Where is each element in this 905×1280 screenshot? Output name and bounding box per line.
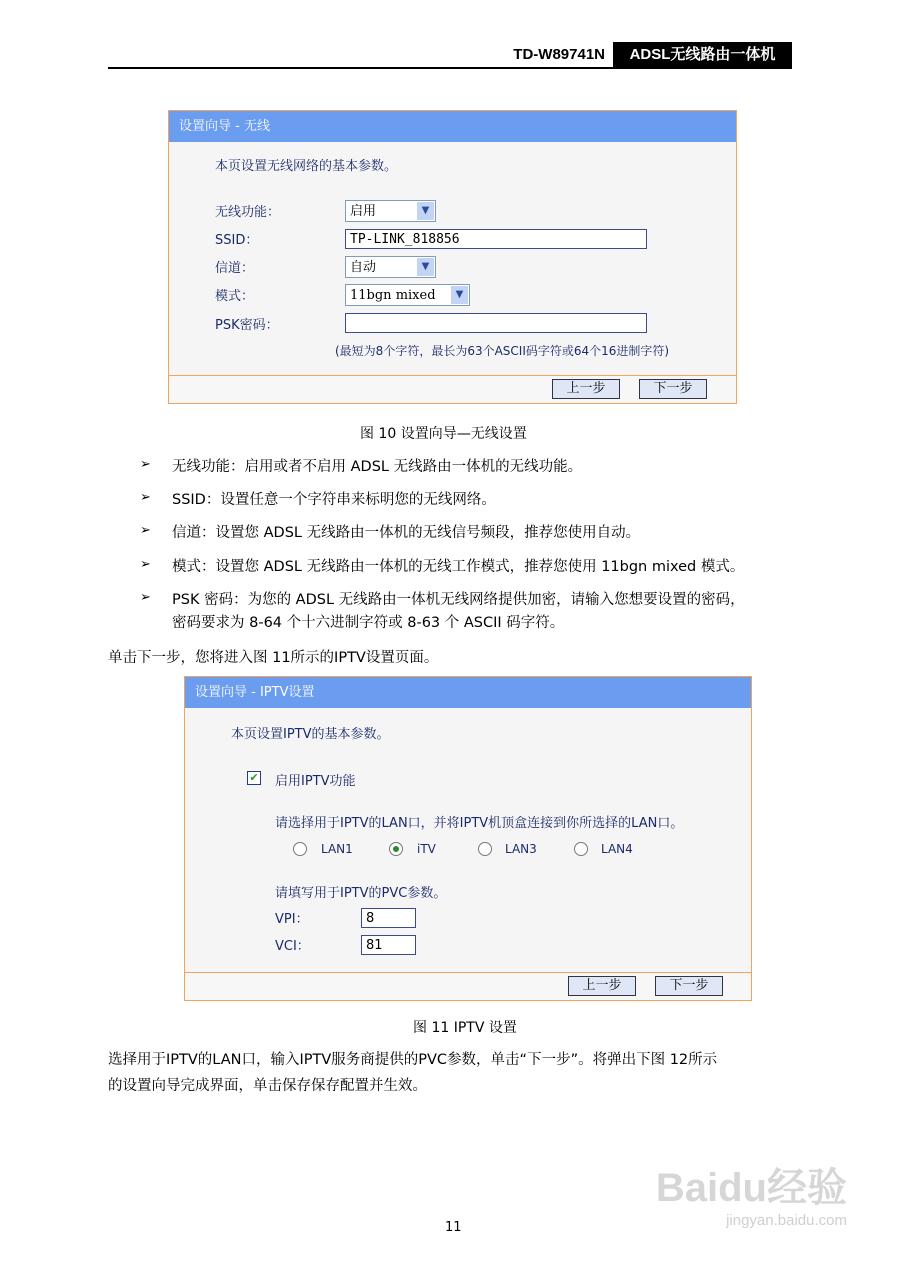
vci-input[interactable]: 81 — [361, 935, 416, 955]
vci-label: VCI： — [275, 939, 310, 954]
figure-11-caption: 图 11 IPTV 设置 — [413, 1020, 517, 1036]
bullet-icon: ➢ — [140, 457, 151, 472]
prev-button[interactable]: 上一步 — [552, 379, 620, 399]
header-divider — [108, 67, 792, 69]
next-button[interactable]: 下一步 — [655, 976, 723, 996]
paragraph: 选择用于IPTV的LAN口，输入IPTV服务商提供的PVC参数，单击“下一步”。将弹出下图 12所示 — [108, 1052, 718, 1068]
wireless-select[interactable] — [345, 200, 436, 222]
bullet-icon: ➢ — [140, 590, 151, 605]
ssid-label: SSID： — [215, 233, 259, 248]
intro-text: 本页设置IPTV的基本参数。 — [231, 727, 390, 742]
radio-itv[interactable] — [389, 842, 403, 856]
psk-label: PSK密码： — [215, 318, 279, 333]
dialog-footer — [185, 972, 751, 1000]
bullet-icon: ➢ — [140, 490, 151, 505]
psk-input[interactable] — [345, 313, 647, 333]
mode-select[interactable] — [345, 284, 470, 306]
mode-value: 11bgn mixed — [350, 288, 436, 303]
prev-button[interactable]: 上一步 — [568, 976, 636, 996]
dialog-title: 设置向导 - 无线 — [169, 111, 736, 142]
page-number: 11 — [445, 1220, 462, 1235]
header-product: ADSL无线路由一体机 — [613, 42, 792, 68]
channel-select[interactable] — [345, 256, 436, 278]
figure-10-caption: 图 10 设置向导—无线设置 — [360, 426, 527, 442]
bullet-text-continued: 密码要求为 8-64 个十六进制字符或 8-63 个 ASCII 码字符。 — [172, 615, 565, 631]
chevron-down-icon: ▼ — [417, 258, 434, 276]
wireless-label: 无线功能： — [215, 205, 281, 220]
bullet-icon: ➢ — [140, 523, 151, 538]
bullet-text: 模式：设置您 ADSL 无线路由一体机的无线工作模式，推荐您使用 11bgn mixed 模式。 — [172, 559, 745, 575]
enable-iptv-label: 启用IPTV功能 — [275, 774, 356, 789]
radio-lan3[interactable] — [478, 842, 492, 856]
bullet-text: 无线功能：启用或者不启用 ADSL 无线路由一体机的无线功能。 — [172, 459, 583, 475]
intro-text: 本页设置无线网络的基本参数。 — [215, 159, 398, 174]
radio-lan1[interactable] — [293, 842, 307, 856]
radio-label: LAN3 — [505, 842, 537, 856]
lan-prompt: 请选择用于IPTV的LAN口，并将IPTV机顶盒连接到你所选择的LAN口。 — [275, 816, 684, 831]
vpi-label: VPI： — [275, 912, 309, 927]
bullet-text: PSK 密码：为您的 ADSL 无线路由一体机无线网络提供加密，请输入您想要设置的密码， — [172, 592, 745, 608]
dialog-title: 设置向导 - IPTV设置 — [185, 677, 751, 708]
mode-label: 模式： — [215, 289, 255, 304]
radio-lan4[interactable] — [574, 842, 588, 856]
wireless-setup-screenshot — [168, 110, 737, 404]
pvc-prompt: 请填写用于IPTV的PVC参数。 — [275, 886, 447, 901]
bullet-text: 信道：设置您 ADSL 无线路由一体机的无线信号频段，推荐您使用自动。 — [172, 525, 641, 541]
radio-label: LAN1 — [321, 842, 353, 856]
bullet-icon: ➢ — [140, 557, 151, 572]
psk-hint: (最短为8个字符，最长为63个ASCII码字符或64个16进制字符) — [335, 344, 670, 358]
chevron-down-icon: ▼ — [451, 286, 468, 304]
ssid-input[interactable]: TP-LINK_818856 — [345, 229, 647, 249]
paragraph-continued: 的设置向导完成界面，单击保存保存配置并生效。 — [108, 1078, 427, 1094]
channel-label: 信道： — [215, 261, 255, 276]
vpi-input[interactable]: 8 — [361, 908, 416, 928]
iptv-setup-screenshot — [184, 676, 752, 1001]
paragraph: 单击下一步，您将进入图 11所示的IPTV设置页面。 — [108, 650, 439, 666]
baidu-watermark-logo: Baidu经验 jingyan.baidu.com — [655, 1166, 847, 1229]
header-model: TD-W89741N — [513, 46, 605, 63]
radio-label: LAN4 — [601, 842, 633, 856]
next-button[interactable]: 下一步 — [639, 379, 707, 399]
dialog-footer — [169, 375, 736, 403]
radio-label: iTV — [417, 842, 436, 856]
bullet-text: SSID：设置任意一个字符串来标明您的无线网络。 — [172, 492, 496, 508]
enable-iptv-checkbox[interactable]: ✔ — [247, 771, 261, 785]
chevron-down-icon: ▼ — [417, 202, 434, 220]
channel-value: 自动 — [350, 260, 377, 275]
wireless-value: 启用 — [350, 204, 377, 219]
